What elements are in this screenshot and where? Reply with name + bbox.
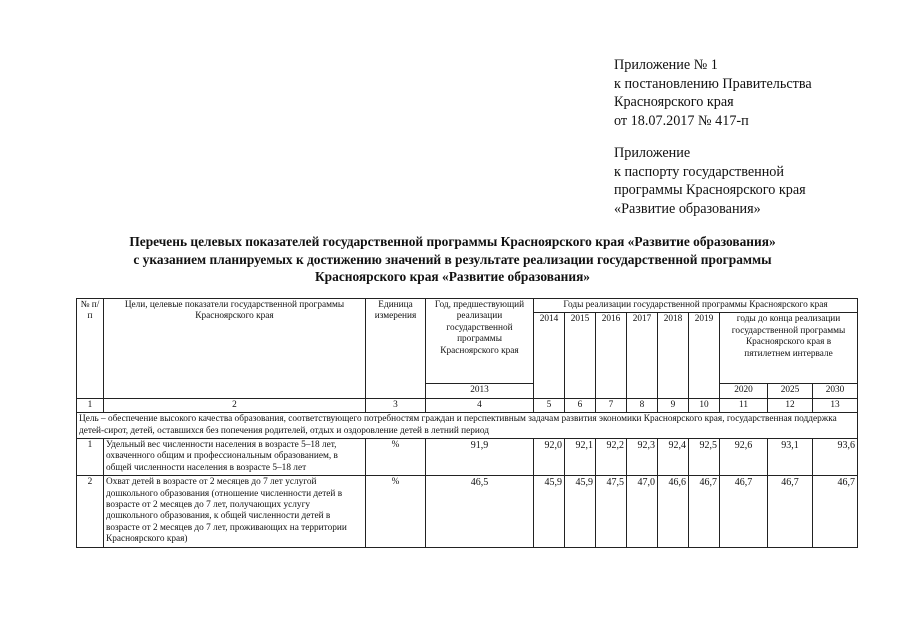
- header-num: № п/п: [77, 299, 104, 399]
- indicator-base-value: 91,9: [426, 439, 534, 476]
- column-number-row: [77, 398, 858, 412]
- annex-line: Приложение № 1: [614, 57, 718, 73]
- indicator-value: 92,5: [689, 439, 720, 476]
- column-number: 6: [565, 398, 596, 412]
- row-num: 1: [77, 439, 104, 476]
- header-year: 2015: [565, 313, 596, 398]
- table-row: [77, 476, 858, 547]
- title-line: с указанием планируемых к достижению значений в результате реализации государственной программы: [133, 251, 772, 267]
- column-number: 12: [768, 398, 813, 412]
- indicator-long-value: 46,7: [813, 476, 858, 547]
- header-unit: Единица измерения: [366, 299, 426, 399]
- column-number: 7: [596, 398, 627, 412]
- indicator-value: 92,4: [658, 439, 689, 476]
- header-year: 2019: [689, 313, 720, 398]
- indicator-value: 92,2: [596, 439, 627, 476]
- indicator-name: Охват детей в возрасте от 2 месяцев до 7 лет услугой дошкольного образования (отношение численности детей в возрасте от 2 месяцев до 7 лет, получающих услугу дошкольного образования, к общей численности детей в возрасте от 2 месяцев до 7 лет, проживающих на территории Красноярского края): [104, 476, 366, 547]
- title-line: Перечень целевых показателей государственной программы Красноярского края «Развитие образования»: [129, 234, 776, 249]
- header-year: 2017: [627, 313, 658, 398]
- indicator-value: 45,9: [534, 476, 565, 547]
- header-prev-year: Год, предшествующий реализации государственной программы Красноярского края: [426, 299, 534, 384]
- annex-line: к постановлению Правительства: [614, 75, 812, 92]
- indicator-base-value: 46,5: [426, 476, 534, 547]
- header-year: 2016: [596, 313, 627, 398]
- indicator-name: Удельный вес численности населения в возрасте 5–18 лет, охваченного общим и профессиональным образованием, в общей численности населения в возрасте 5–18 лет: [104, 439, 366, 476]
- header-goal: Цели, целевые показатели государственной программы Красноярского края: [104, 299, 366, 399]
- header-long-term: годы до конца реализации государственной программы Красноярского края в пятилетнем интервале: [720, 313, 858, 384]
- column-number: 13: [813, 398, 858, 412]
- indicator-value: 92,0: [534, 439, 565, 476]
- indicator-long-value: 93,6: [813, 439, 858, 476]
- column-number: 10: [689, 398, 720, 412]
- header-long-year: 2025: [768, 384, 813, 398]
- indicator-value: 47,5: [596, 476, 627, 547]
- title-line: Красноярского края «Развитие образования»: [314, 269, 591, 284]
- header-year: 2018: [658, 313, 689, 398]
- indicator-long-value: 93,1: [768, 439, 813, 476]
- document-title: [60, 233, 845, 286]
- indicator-value: 92,1: [565, 439, 596, 476]
- annex-line: Приложение: [614, 145, 691, 161]
- indicator-unit: %: [366, 476, 426, 547]
- column-number: 8: [627, 398, 658, 412]
- indicator-value: 45,9: [565, 476, 596, 547]
- goal-row: [77, 413, 858, 439]
- column-number: 9: [658, 398, 689, 412]
- annex-passport: [614, 144, 894, 218]
- column-number: 1: [77, 398, 104, 412]
- indicator-long-value: 92,6: [720, 439, 768, 476]
- column-number: 4: [426, 398, 534, 412]
- header-long-year: 2030: [813, 384, 858, 398]
- annex-line: от 18.07.2017 № 417-п: [614, 112, 749, 129]
- indicator-value: 46,7: [689, 476, 720, 547]
- column-number: 3: [366, 398, 426, 412]
- column-number: 11: [720, 398, 768, 412]
- annex-header: [614, 56, 894, 130]
- header-long-year: 2020: [720, 384, 768, 398]
- indicator-unit: %: [366, 439, 426, 476]
- row-num: 2: [77, 476, 104, 547]
- indicator-value: 92,3: [627, 439, 658, 476]
- annex-line: «Развитие образования»: [614, 200, 761, 217]
- header-prev-year-value: 2013: [426, 384, 534, 398]
- annex-line: Красноярского края: [614, 94, 734, 110]
- table-row: [77, 439, 858, 476]
- header-years-group: Годы реализации государственной программы Красноярского края: [534, 299, 858, 313]
- header-row: [77, 299, 858, 313]
- indicators-table: [76, 298, 858, 548]
- column-number: 5: [534, 398, 565, 412]
- indicator-value: 47,0: [627, 476, 658, 547]
- annex-line: к паспорту государственной: [614, 163, 784, 180]
- annex-line: программы Красноярского края: [614, 182, 806, 198]
- indicator-long-value: 46,7: [720, 476, 768, 547]
- goal-text: Цель – обеспечение высокого качества образования, соответствующего потребностям граждан и перспективным задачам развития экономики Красноярского края, государственная поддержка детей-сирот, детей, оставшихся без попечения родителей, отдых и оздоровление детей в летний период: [77, 413, 858, 439]
- indicator-long-value: 46,7: [768, 476, 813, 547]
- indicator-value: 46,6: [658, 476, 689, 547]
- header-year: 2014: [534, 313, 565, 398]
- column-number: 2: [104, 398, 366, 412]
